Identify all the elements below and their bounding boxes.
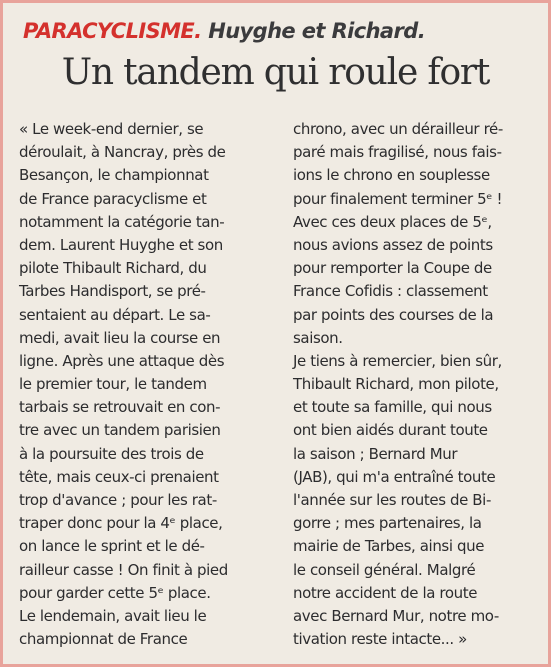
article-line: pour garder cette 5ᵉ place. [19, 583, 211, 602]
article-line: notamment la catégorie tan- [19, 212, 225, 231]
article-line: l'année sur les routes de Bi- [293, 491, 491, 509]
article-line: tivation reste intacte... » [293, 630, 467, 649]
article-line: Thibault Richard, mon pilote, [293, 375, 499, 394]
article-line: nous avions assez de points [293, 235, 493, 254]
article-line: medi, avait lieu la course en [19, 328, 221, 347]
article-column-right [293, 118, 548, 651]
article-line: la saison ; Bernard Mur [293, 444, 458, 463]
article-line: pour finalement terminer 5ᵉ ! [293, 189, 503, 208]
article-line: on lance le sprint et le dé- [19, 537, 205, 556]
article-line: France Cofidis : classement [293, 282, 488, 301]
article-subkicker: Huyghe et Richard. [201, 19, 426, 43]
article-line: championnat de France [19, 630, 188, 649]
article-line: pour remporter la Coupe de [293, 259, 492, 278]
article-line: tre avec un tandem parisien [19, 421, 221, 440]
article-line: avec Bernard Mur, notre mo- [293, 606, 499, 625]
article-line: trop d'avance ; pour les rat- [19, 491, 217, 509]
article-line: ions le chrono en souplesse [293, 166, 490, 185]
article-line: traper donc pour la 4ᵉ place, [19, 514, 223, 533]
article-line: Je tiens à remercier, bien sûr, [293, 351, 502, 370]
article-line: Avec ces deux places de 5ᵉ, [293, 212, 492, 231]
article-line: Besançon, le championnat [19, 166, 209, 185]
article-line: ligne. Après une attaque dès [19, 351, 225, 370]
article-line: Le lendemain, avait lieu le [19, 606, 207, 625]
article-line: paré mais fragilisé, nous fais- [293, 143, 502, 162]
section-kicker: PARACYCLISME. [23, 19, 202, 43]
article-line: pilote Thibault Richard, du [19, 259, 207, 278]
article-line: et toute sa famille, qui nous [293, 398, 492, 417]
article-line: sentaient au départ. Le sa- [19, 305, 211, 324]
article-line: de France paracyclisme et [19, 189, 207, 208]
article-line: par points des courses de la [293, 305, 494, 324]
article-column-left [19, 118, 276, 651]
article-line: tête, mais ceux-ci prenaient [19, 467, 219, 486]
article-line: tarbais se retrouvait en con- [19, 398, 221, 417]
article-header [23, 13, 538, 49]
article-line: le premier tour, le tandem [19, 375, 207, 394]
article-line: railleur casse ! On finit à pied [19, 560, 228, 579]
article-line: saison. [293, 328, 343, 347]
article-line: notre accident de la route [293, 583, 478, 602]
article-line: le conseil général. Malgré [293, 560, 476, 579]
article-line: Tarbes Handisport, se pré- [19, 282, 206, 301]
article-line: chrono, avec un dérailleur ré- [293, 120, 503, 138]
article-line: mairie de Tarbes, ainsi que [293, 537, 485, 556]
headline: Un tandem qui roule fort [61, 52, 490, 93]
article-line: à la poursuite des trois de [19, 444, 204, 463]
article-line: gorre ; mes partenaires, la [293, 514, 482, 533]
article-line: déroulait, à Nancray, près de [19, 143, 226, 162]
article-line: (JAB), qui m'a entraîné toute [293, 467, 496, 486]
article-line: ont bien aidés durant toute [293, 421, 488, 440]
article-line: dem. Laurent Huyghe et son [19, 235, 223, 254]
article-line: « Le week-end dernier, se [19, 120, 204, 138]
